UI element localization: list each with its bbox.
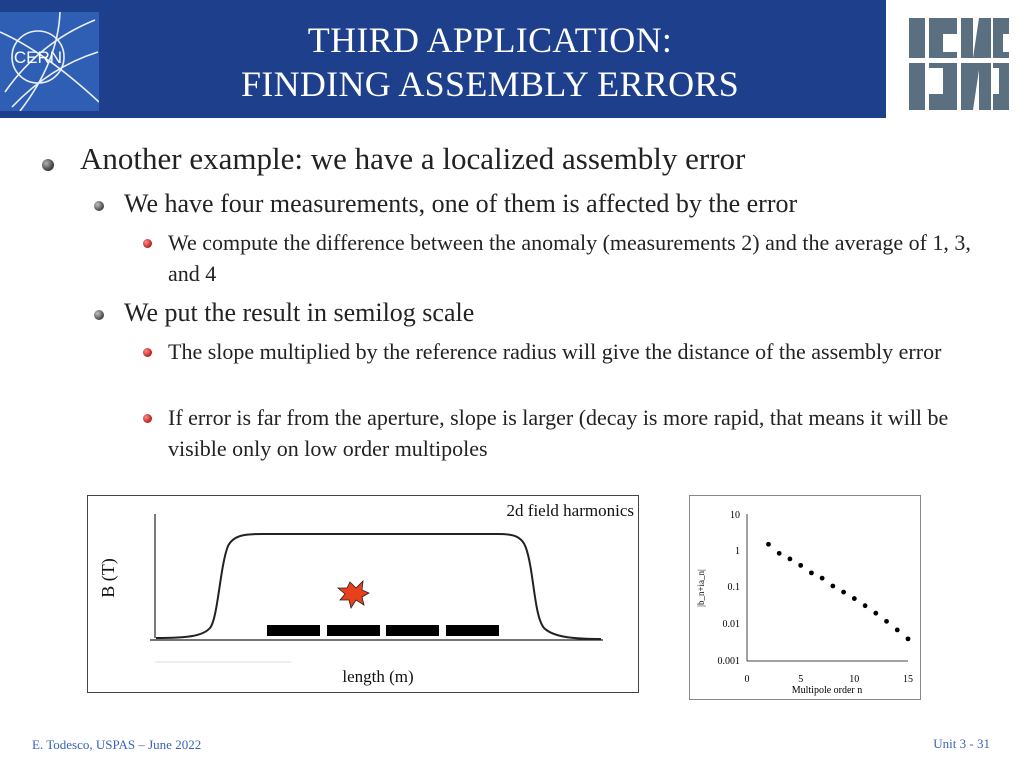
measurement-segment-1: [267, 625, 320, 636]
data-point: [852, 596, 857, 601]
data-point: [777, 551, 782, 556]
y-tick-label: 0.1: [727, 582, 740, 593]
y-tick-label: 0.001: [717, 656, 740, 667]
assembly-error-icon: [338, 581, 369, 608]
semilog-points: [766, 542, 910, 641]
bullet-dot-icon: [143, 239, 152, 248]
footer-author: E. Todesco, USPAS – June 2022: [32, 737, 202, 752]
data-point: [788, 557, 793, 562]
bullet-sub-measurements: We have four measurements, one of them is affected by the error: [124, 189, 798, 218]
data-point: [841, 590, 846, 595]
title-band: [0, 0, 886, 118]
footer-page-number: Unit 3 - 31: [933, 736, 990, 751]
cern-logo: [0, 12, 99, 111]
y-tick-label: 1: [735, 546, 740, 557]
field-curve: [156, 534, 601, 639]
data-point: [809, 570, 814, 575]
x-tick-label: 5: [798, 674, 804, 685]
bullet-dot-icon: [94, 310, 104, 320]
data-point: [798, 563, 803, 568]
x-tick-label: 15: [903, 674, 913, 685]
bullet-dot-icon: [42, 159, 54, 171]
y-tick-label: 10: [730, 510, 740, 521]
x-tick-label: 10: [849, 674, 860, 685]
field-profile-svg: [88, 496, 638, 692]
bullet-subsub-difference: We compute the difference between the anomaly (measurements 2) and the average of 1, 3, and 4: [168, 230, 971, 286]
bullet-subsub-slope: The slope multiplied by the reference radius will give the distance of the assembly error: [168, 339, 942, 364]
uspas-logo: [905, 12, 1011, 116]
cern-logo-text: CERN: [13, 48, 63, 67]
measurement-segment-2: [327, 625, 380, 636]
bullet-subsub-aperture: If error is far from the aperture, slope is larger (decay is more rapid, that means it will be visible only on low order multipoles: [168, 405, 949, 461]
data-point: [873, 611, 878, 616]
bullet-dot-icon: [143, 348, 152, 357]
bullet-sub-semilog: We put the result in semilog scale: [124, 298, 475, 327]
y-axis-label: B (T): [98, 558, 118, 598]
semilog-figure: [689, 495, 921, 700]
x-axis-label: length (m): [342, 667, 414, 686]
title-line-1: THIRD APPLICATION:: [307, 20, 673, 60]
data-point: [895, 628, 900, 633]
measurement-segment-4: [446, 625, 499, 636]
bullet-dot-icon: [94, 201, 104, 211]
semilog-x-label: Multipole order n: [791, 685, 863, 696]
field-profile-title: 2d field harmonics: [506, 501, 634, 520]
x-tick-label: 0: [744, 674, 750, 685]
data-point: [884, 619, 889, 624]
measurement-segment-3: [386, 625, 439, 636]
semilog-chart: [690, 496, 920, 699]
slide-title: [100, 18, 880, 106]
data-point: [830, 584, 835, 589]
title-line-2: FINDING ASSEMBLY ERRORS: [240, 64, 740, 104]
bullet-main: Another example: we have a localized assembly error: [80, 141, 746, 176]
data-point: [906, 636, 911, 641]
y-tick-label: 0.01: [722, 619, 740, 630]
semilog-y-label: |b_n+ia_n|: [696, 569, 706, 607]
data-point: [863, 603, 868, 608]
field-profile-figure: [87, 495, 639, 693]
data-point: [766, 542, 771, 547]
data-point: [820, 576, 825, 581]
bullet-dot-icon: [143, 414, 152, 423]
